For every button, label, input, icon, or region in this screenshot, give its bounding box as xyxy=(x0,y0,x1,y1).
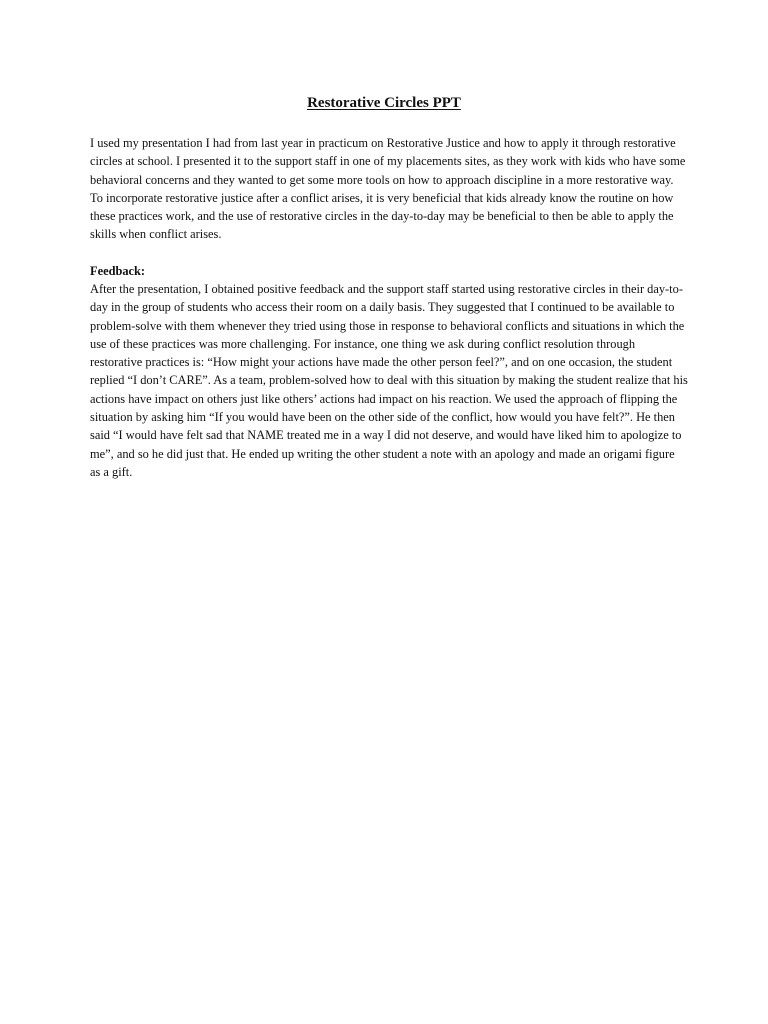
document-title: Restorative Circles PPT xyxy=(307,95,461,111)
feedback-paragraph: After the presentation, I obtained positive feedback and the support staff started using restorative circles in their day-to-day in the group of students who access their room on a daily basis. They suggested that I continued to be available to problem-solve with them whenever they tried using those in response to behavioral conflicts and situations in which the use of these practices was more challenging. For instance, one thing we ask during conflict resolution through restorative practices is: “How might your actions have made the other person feel?”, and on one occasion, the student replied “I don’t CARE”. As a team, problem-solved how to deal with this situation by making the student realize that his actions have impact on others just like others’ actions had impact on his reaction. We used the approach of flipping the situation by asking him “If you would have been on the other side of the conflict, how would you have felt?”. He then said “I would have felt sad that NAME treated me in a way I did not deserve, and would have liked him to apologize to me”, and so he did just that. He ended up writing the other student a note with an apology and made an origami figure as a gift. xyxy=(90,282,688,479)
feedback-heading: Feedback: xyxy=(90,264,146,278)
intro-paragraph: I used my presentation I had from last year in practicum on Restorative Justice and how to apply it through restorative circles at school. I presented it to the support staff in one of my placements sites, as they work with kids who have some behavioral concerns and they wanted to get some more tools on how to approach discipline in a more restorative way. To incorporate restorative justice after a conflict arises, it is very beneficial that kids already know the routine on how these practices work, and the use of restorative circles in the day-to-day may be beneficial to then be able to apply the skills when conflict arises. xyxy=(90,136,686,242)
